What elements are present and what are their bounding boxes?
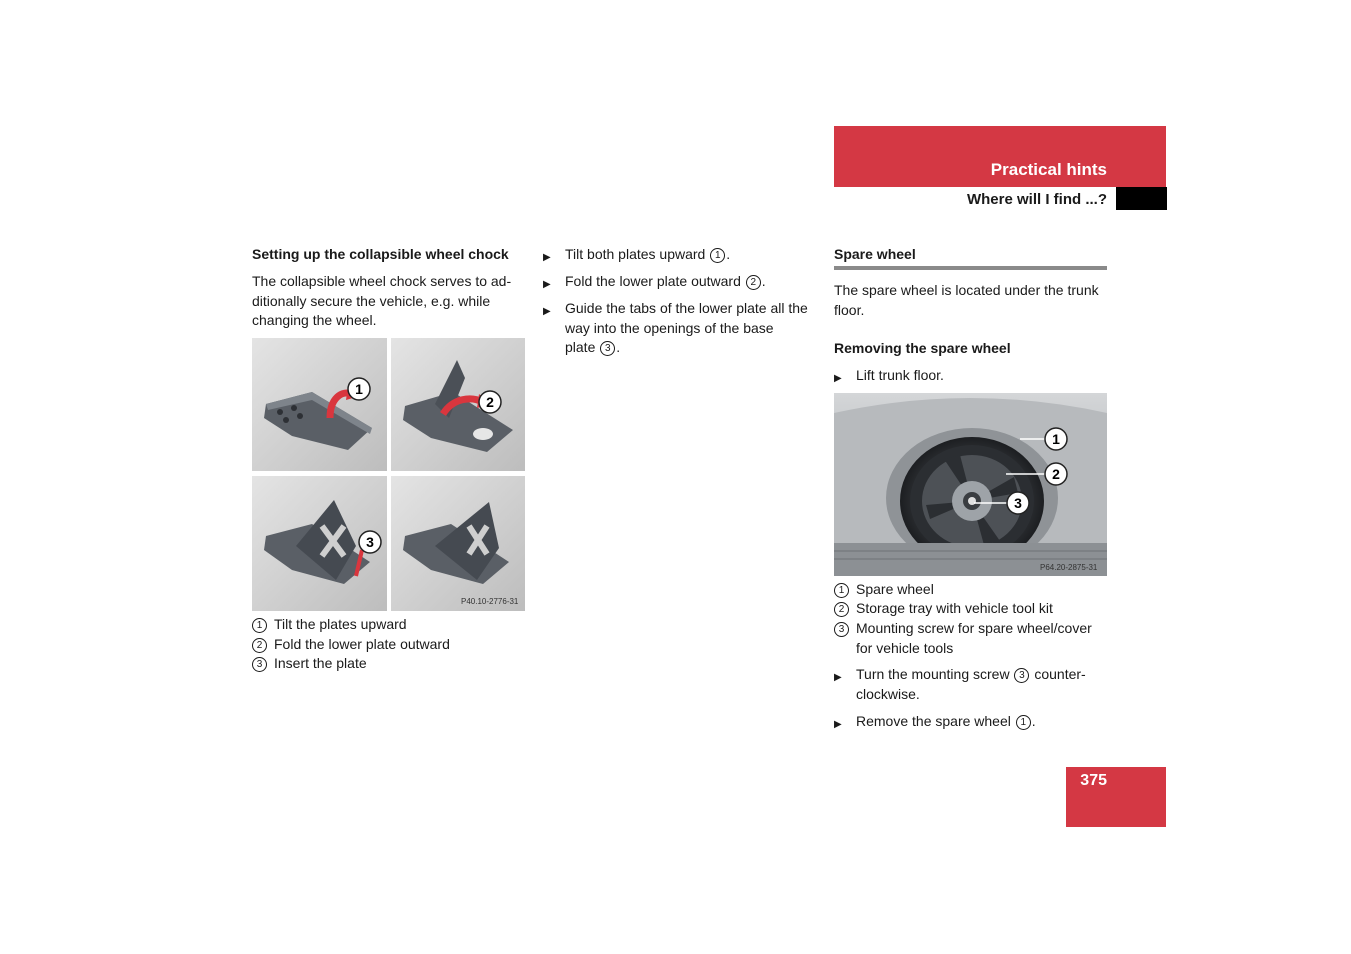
step-text: . xyxy=(1031,713,1036,729)
figure-code: P40.10-2776-31 xyxy=(461,597,519,606)
spare-wheel-intro xyxy=(834,281,1099,320)
section-marker xyxy=(1116,187,1167,210)
spare-wheel-heading: Spare wheel xyxy=(834,246,916,262)
step-text: way into the openings of the base xyxy=(565,319,774,336)
heading-rule xyxy=(834,266,1107,270)
legend-item xyxy=(252,615,407,635)
step-text: Lift trunk floor. xyxy=(856,367,944,383)
legend-number: 2 xyxy=(252,638,267,653)
callout-1: 1 xyxy=(1052,431,1060,447)
step-text: Remove the spare wheel xyxy=(856,713,1015,729)
subsection-title: Where will I find ...? xyxy=(966,191,1107,208)
bullet-icon: ▶ xyxy=(543,306,551,317)
figure-panel-insert xyxy=(252,476,387,611)
step-text: counter- xyxy=(1030,666,1086,682)
legend-number: 3 xyxy=(834,622,849,637)
legend-text: Spare wheel xyxy=(856,581,934,597)
legend-number: 1 xyxy=(252,618,267,633)
legend-text: Storage tray with vehicle tool kit xyxy=(856,600,1053,616)
intro-line: The spare wheel is located under the trunk xyxy=(834,282,1099,298)
wheel-chock-intro xyxy=(252,272,511,331)
legend-text: Fold the lower plate outward xyxy=(274,636,450,652)
callout-1: 1 xyxy=(355,381,363,397)
legend-item xyxy=(834,599,1053,619)
bullet-icon: ▶ xyxy=(543,252,551,263)
callout-2: 2 xyxy=(1052,466,1060,482)
step-text: Turn the mounting screw xyxy=(856,666,1014,682)
intro-line: changing the wheel. xyxy=(252,312,377,328)
step-number: 3 xyxy=(600,341,615,356)
bullet-icon: ▶ xyxy=(543,279,551,290)
step-text: Fold the lower plate outward xyxy=(565,273,745,289)
step-number: 1 xyxy=(1016,715,1031,730)
step-text: Tilt both plates upward xyxy=(565,246,710,262)
step-text: . xyxy=(726,246,731,262)
section-title: Practical hints xyxy=(990,160,1107,179)
legend-item xyxy=(834,619,1107,658)
bullet-icon: ▶ xyxy=(834,672,842,683)
legend-text: Tilt the plates upward xyxy=(274,616,407,632)
figure-code: P64.20-2875-31 xyxy=(1040,563,1098,572)
wheel-chock-heading: Setting up the collapsible wheel chock xyxy=(252,246,509,262)
legend-number: 2 xyxy=(834,602,849,617)
legend-number: 1 xyxy=(834,583,849,598)
step-text: . xyxy=(616,339,621,355)
step-guide xyxy=(543,299,840,358)
wheel-chock-figure xyxy=(252,338,525,611)
step-text: plate xyxy=(565,339,600,355)
legend-item xyxy=(834,580,934,600)
intro-line: The collapsible wheel chock serves to ad- xyxy=(252,273,512,289)
intro-line: ditionally secure the vehicle, e.g. while xyxy=(252,292,491,309)
callout-3: 3 xyxy=(1014,495,1022,511)
bullet-icon: ▶ xyxy=(834,373,842,384)
legend-text: Mounting screw for spare wheel/cover xyxy=(856,620,1092,636)
bullet-icon: ▶ xyxy=(834,719,842,730)
step-turn xyxy=(834,665,1129,704)
intro-line: floor. xyxy=(834,301,865,318)
step-remove xyxy=(834,712,1129,732)
step-text: clockwise. xyxy=(856,685,920,702)
step-number: 3 xyxy=(1014,668,1029,683)
page-number: 375 xyxy=(1080,772,1107,789)
step-number: 1 xyxy=(710,248,725,263)
step-tilt xyxy=(543,245,840,265)
step-text: Guide the tabs of the lower plate all the xyxy=(565,300,808,316)
spare-wheel-figure xyxy=(834,393,1107,576)
step-number: 2 xyxy=(746,275,761,290)
legend-text: for vehicle tools xyxy=(856,639,954,656)
step-text: . xyxy=(761,273,766,289)
step-lift xyxy=(834,366,1129,386)
figure-panel-done xyxy=(391,476,525,611)
figure-panel-fold xyxy=(391,338,525,471)
callout-3: 3 xyxy=(366,534,374,550)
legend-number: 3 xyxy=(252,657,267,672)
legend-item xyxy=(252,635,450,655)
callout-2: 2 xyxy=(486,394,494,410)
step-fold xyxy=(543,272,840,292)
legend-item xyxy=(252,654,367,674)
removing-heading: Removing the spare wheel xyxy=(834,340,1011,356)
figure-panel-tilt xyxy=(252,338,387,471)
legend-text: Insert the plate xyxy=(274,655,367,671)
